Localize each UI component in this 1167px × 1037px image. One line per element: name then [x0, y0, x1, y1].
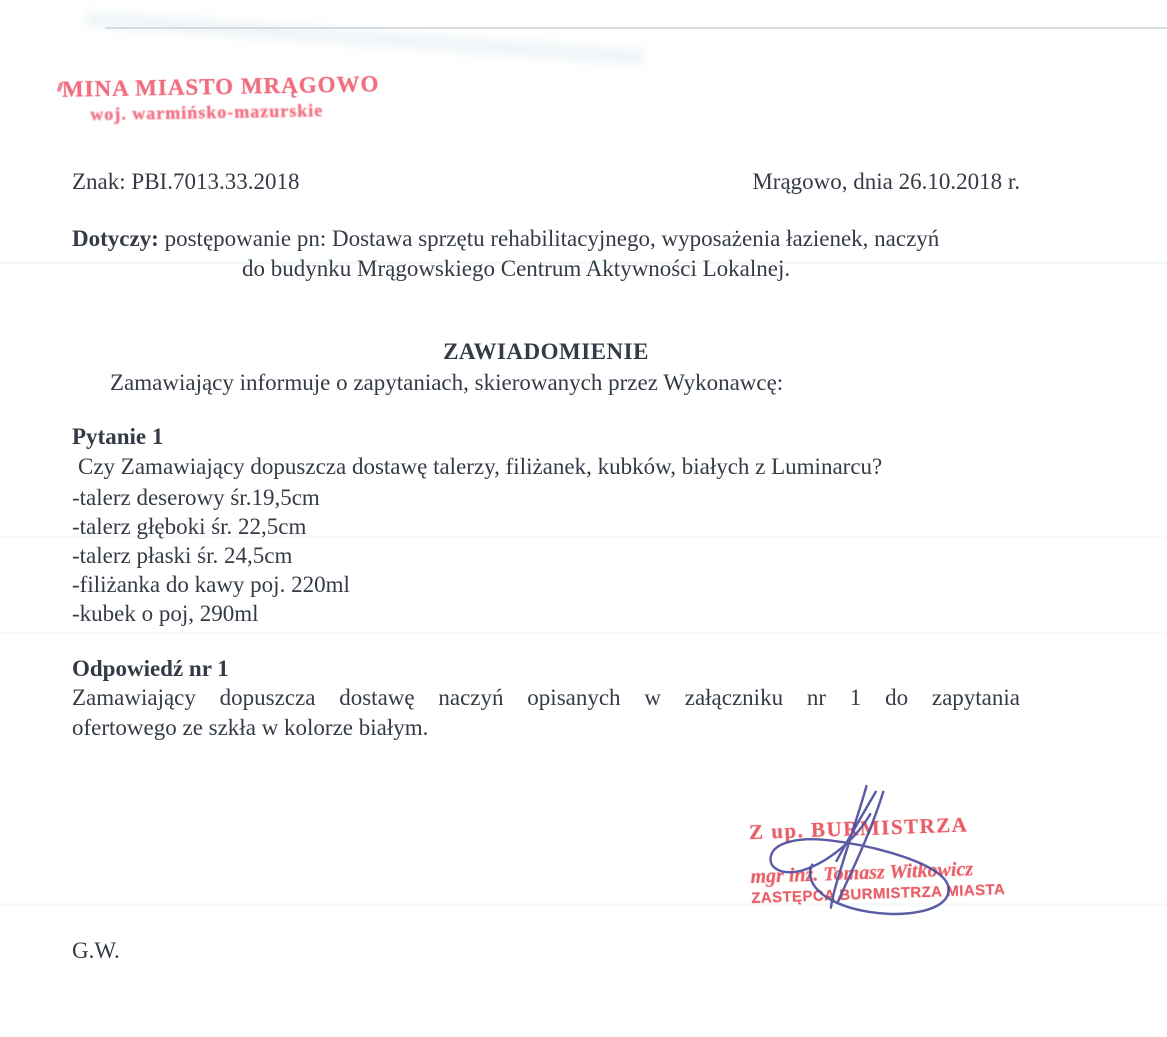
question-item-list — [72, 483, 350, 628]
stamp-voivodeship: woj. warmińsko-mazurskie — [90, 100, 324, 125]
subject-line-1 — [72, 224, 1022, 254]
subject-block — [72, 224, 1022, 284]
list-item: -talerz deserowy śr.19,5cm — [72, 485, 320, 510]
place-and-date: Mrągowo, dnia 26.10.2018 r. — [752, 169, 1020, 194]
list-item: -talerz płaski śr. 24,5cm — [72, 543, 293, 568]
clerk-initials: G.W. — [72, 938, 120, 963]
stamp-municipality-name: MINA MIASTO MRĄGOWO — [61, 71, 380, 102]
subject-label: Dotyczy: — [72, 226, 159, 251]
scan-artifact-smudge — [85, 10, 645, 65]
stamp-signer-name: mgr inż. Tomasz Witkowicz — [750, 858, 974, 889]
subject-text: postępowanie pn: Dostawa sprzętu rehabilitacyjnego, wyposażenia łazienek, naczyń — [158, 226, 940, 251]
list-item: -talerz głęboki śr. 22,5cm — [72, 514, 307, 539]
question-lead: Czy Zamawiający dopuszcza dostawę talerzy, filiżanek, kubków, białych z Luminarcu? — [78, 454, 883, 479]
answer-heading: Odpowiedź nr 1 — [72, 656, 229, 681]
answer-line-2: ofertowego ze szkła w kolorze białym. — [72, 715, 429, 740]
stamp-signer-title: ZASTĘPCA BURMISTRZA MIASTA — [750, 881, 1006, 908]
subject-line-2: do budynku Mrągowskiego Centrum Aktywności Lokalnej. — [242, 256, 791, 281]
scan-artifact-streak — [0, 632, 1167, 634]
question-heading: Pytanie 1 — [72, 424, 164, 449]
answer-line-1: Zamawiający dopuszcza dostawę naczyń opisanych w załączniku nr 1 do zapytania — [72, 685, 1020, 710]
municipality-header-stamp — [62, 71, 380, 126]
intro-sentence: Zamawiający informuje o zapytaniach, skierowanych przez Wykonawcę: — [110, 370, 784, 395]
list-item: -filiżanka do kawy poj. 220ml — [72, 572, 350, 597]
stamp-authority-line: Z up. BURMISTRZA — [748, 812, 969, 845]
list-item: -kubek o poj, 290ml — [72, 601, 259, 626]
scan-artifact-streak — [0, 903, 1167, 906]
document-title: ZAWIADOMIENIE — [443, 339, 649, 364]
reference-number: Znak: PBI.7013.33.2018 — [72, 169, 300, 194]
handwritten-signature — [758, 780, 973, 925]
